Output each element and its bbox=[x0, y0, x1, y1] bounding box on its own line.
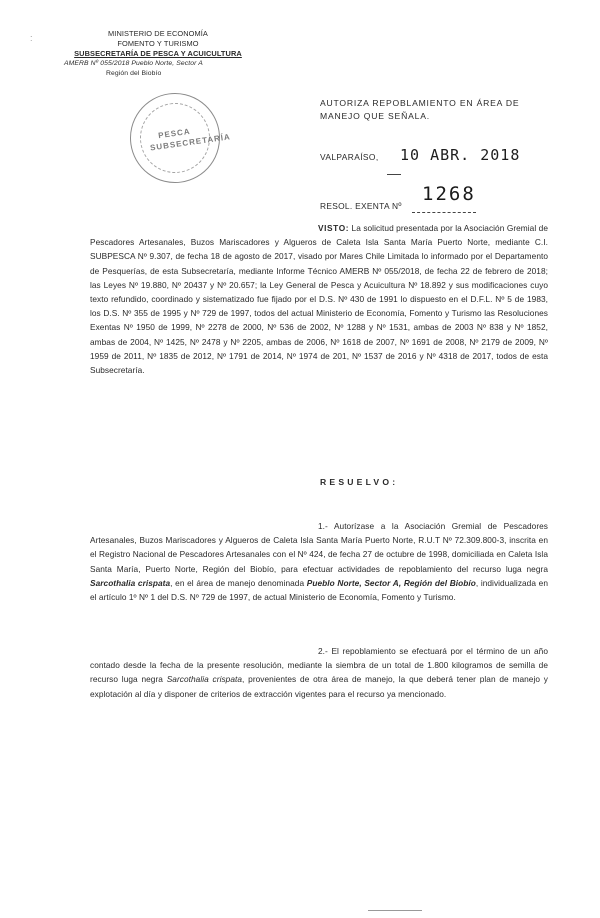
article-1-text-c: , individualizada en el artículo 1º Nº 1 del D.S. Nº 729 de 1997, de actual Ministerio de Economía, Fomento y Turismo. bbox=[90, 577, 548, 603]
visto-paragraph bbox=[90, 221, 548, 377]
subject-line: AUTORIZA REPOBLAMIENTO EN ÁREA DE MANEJO QUE SEÑALA. bbox=[320, 98, 520, 121]
region-reference: Región del Biobío bbox=[106, 70, 162, 77]
article-1-species: Sarcothalia crispata bbox=[90, 577, 171, 588]
stamp-text: PESCA SUBSECRETARÍA bbox=[149, 126, 232, 153]
resuelvo-heading: RESUELVO: bbox=[320, 477, 399, 487]
article-2 bbox=[90, 644, 548, 701]
ministry-subtitle: FOMENTO Y TURISMO bbox=[117, 39, 199, 48]
number-dash bbox=[387, 174, 401, 175]
article-2-text-a: 2.- El repoblamiento se efectuará por el término de un año contado desde la fecha de la presente resolución, mediante la siembra de un total de 1.800 kilogramos de semilla de recurso luga negra bbox=[90, 646, 548, 685]
article-1-text-a: 1.- Autorízase a la Asociación Gremial de Pescadores Artesanales, Buzos Mariscadores y Algueros de Caleta Isla Santa María Puerto Norte, R.U.T Nº 72.309.800-3, inscrita en el Registro Nacional de Pescadores Artesanales con el Nº 424, de fecha 27 de octubre de 1998, domiciliada en Caleta Isla Santa María, Puerto Norte, Región del Biobío, para efectuar actividades de repoblamiento del recurso luga negra bbox=[90, 521, 548, 574]
issue-date: 10 ABR. 2018 bbox=[400, 146, 521, 164]
article-2-text-b: , provenientes de otra área de manejo, la que deberá tener plan de manejo y explotación al día y disponer de criterios de extracción vigentes para el recurso ya mencionado. bbox=[90, 674, 548, 699]
resolution-label: RESOL. EXENTA Nº bbox=[320, 201, 402, 211]
resolution-underline bbox=[412, 212, 476, 213]
article-1-text-b: , en el área de manejo denominada bbox=[170, 577, 307, 588]
place-label: VALPARAÍSO, bbox=[320, 152, 379, 162]
bottom-rule bbox=[368, 910, 422, 911]
visto-text: La solicitud presentada por la Asociación Gremial de Pescadores Artesanales, Buzos Mariscadores y Algueros de Caleta Isla Santa María Puerto Norte, mediante C.I. SUBPESCA Nº 9.307, de fecha 18 de agosto de 2017, visado por Mares Chile Limitada lo informado por el Departamento de Pesquerías, de esta Subsecretaría, mediante Informe Técnico AMERB Nº 055/2018, de fecha 22 de febrero de 2018; las Leyes Nº 19.880, Nº 20437 y Nº 20.657; la Ley General de Pesca y Acuicultura Nº 18.892 y sus modificaciones cuyo texto refundido, coordinado y sistematizado fue fijado por el D.S. Nº 430 de 1991 lo dispuesto en el D.F.L. Nº 5 de 1983, los D.S. Nº 355 de 1995 y Nº 729 de 1997, todos del actual Ministerio de Economía, Fomento y Turismo las Resoluciones Exentas Nº 1950 de 1999, Nº 2278 de 2000, Nº 536 de 2002, Nº 1288 y Nº 1531, ambas de 2003 Nº 838 y Nº 1852, ambas de 2004, Nº 1425, Nº 2478 y Nº 2205, ambas de 2006, Nº 1618 de 2007, Nº 1691 de 2008, Nº 2179 de 2009, Nº 1959 de 2011, Nº 1835 de 2012, Nº 1791 de 2014, Nº 1974 de 201, Nº 1537 de 2016 y Nº 4318 de 2017, todos de esta Subsecretaría. bbox=[90, 223, 548, 376]
margin-mark: : bbox=[30, 33, 33, 43]
article-1 bbox=[90, 519, 548, 604]
subsecretariat-name: SUBSECRETARÍA DE PESCA Y ACUICULTURA bbox=[74, 49, 242, 58]
letterhead bbox=[58, 29, 258, 79]
resolution-number: 1268 bbox=[422, 183, 476, 205]
ministry-name: MINISTERIO DE ECONOMÍA bbox=[108, 29, 208, 38]
amerb-reference: AMERB Nº 055/2018 Pueblo Norte, Sector A bbox=[64, 60, 203, 67]
visto-keyword: VISTO: bbox=[318, 223, 350, 233]
article-2-species: Sarcothalia crispata bbox=[166, 674, 243, 685]
official-stamp bbox=[124, 87, 232, 189]
article-1-area: Pueblo Norte, Sector A, Región del Biobío bbox=[306, 577, 476, 588]
